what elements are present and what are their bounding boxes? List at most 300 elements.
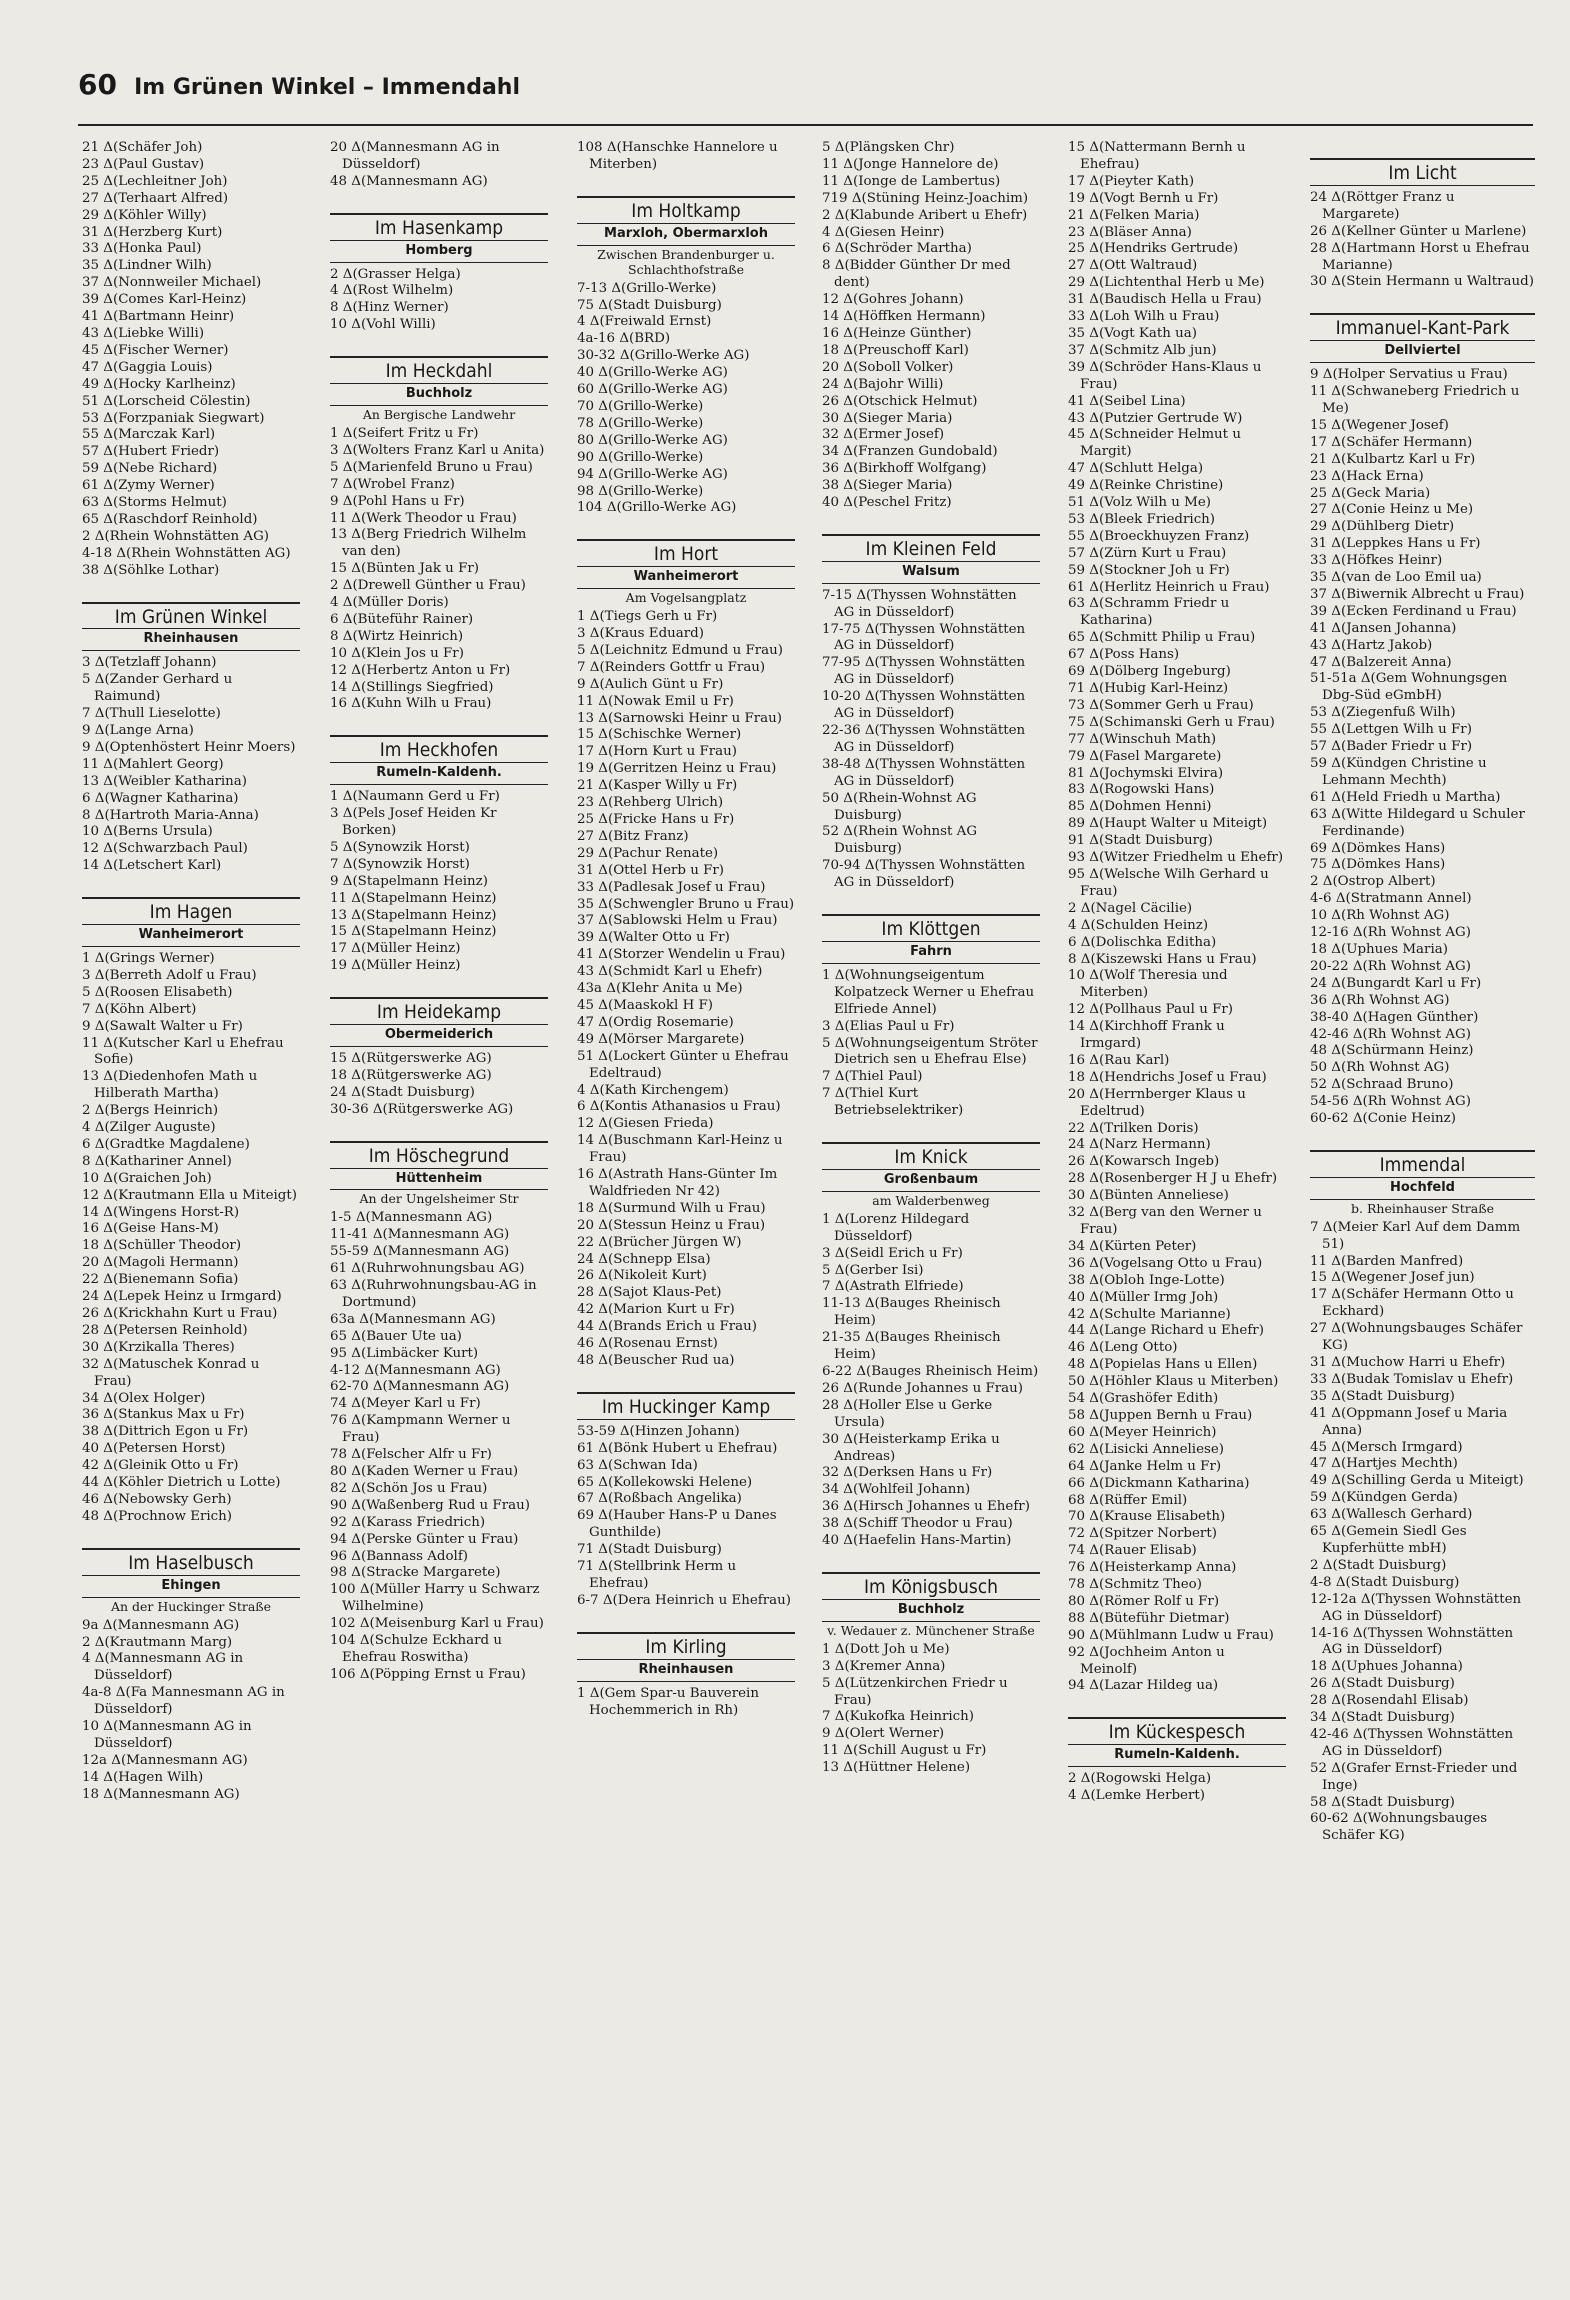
address-entry: 4-12 Δ(Mannesmann AG) <box>330 1362 501 1378</box>
address-entry: 75 Δ(Stadt Duisburg) <box>577 297 722 313</box>
address-entry: 59 Δ(Kündgen Christine u Lehmann Mechth) <box>1310 756 1487 788</box>
district-label: Hüttenheim <box>330 1169 548 1191</box>
address-entry: 14 Δ(Hagen Wilh) <box>82 1769 204 1785</box>
address-entry: 58 Δ(Juppen Bernh u Frau) <box>1068 1407 1253 1423</box>
address-entry: 49 Δ(Mörser Margarete) <box>577 1031 745 1047</box>
street-section <box>577 1392 795 1420</box>
address-entry: 14 Δ(Kirchhoff Frank u Irmgard) <box>1068 1019 1225 1052</box>
address-entry: 28 Δ(Rosenberger H J u Ehefr) <box>1068 1171 1278 1187</box>
address-entry: 6 Δ(Gradtke Magdalene) <box>82 1136 250 1152</box>
street-note: v. Wedauer z. Münchener Straße <box>827 1622 1035 1638</box>
address-entry: 32 Δ(Berg van den Werner u Frau) <box>1068 1205 1262 1237</box>
address-entry: 3 Δ(Wolters Franz Karl u Anita) <box>330 442 545 458</box>
address-entry: 9a Δ(Mannesmann AG) <box>82 1617 240 1633</box>
address-entry: 29 Δ(Köhler Willy) <box>82 207 207 223</box>
address-entry: 36 Δ(Birkhoff Wolfgang) <box>822 461 987 477</box>
address-entry: 45 Δ(Mersch Irmgard) <box>1310 1439 1463 1455</box>
address-entry: 13 Δ(Diedenhofen Math u Hilberath Martha) <box>82 1069 258 1102</box>
address-entry: 9 Δ(Lange Arna) <box>82 723 194 738</box>
address-entry: 12-12a Δ(Thyssen Wohnstätten AG in Düsseldorf) <box>1310 1591 1522 1624</box>
address-entry: 49 Δ(Schilling Gerda u Miteigt) <box>1310 1473 1524 1489</box>
address-entry: 108 Δ(Hanschke Hannelore u Miterben) <box>577 140 778 172</box>
address-entry: 34 Δ(Kürten Peter) <box>1068 1238 1197 1254</box>
address-entry: 16 Δ(Kuhn Wilh u Frau) <box>330 696 492 712</box>
address-entry: 42 Δ(Gleinik Otto u Fr) <box>82 1458 239 1474</box>
address-entry: 7-13 Δ(Grillo-Werke) <box>577 280 717 296</box>
address-entry: 41 Δ(Storzer Wendelin u Frau) <box>577 947 786 963</box>
address-entry: 20 Δ(Mannesmann AG in Düsseldorf) <box>330 140 500 172</box>
address-entry: 21 Δ(Kulbartz Karl u Fr) <box>1310 451 1476 467</box>
address-entry: 2 Δ(Grasser Helga) <box>330 266 461 282</box>
district-label: Rheinhausen <box>82 629 300 651</box>
address-entry: 18 Δ(Hendrichs Josef u Frau) <box>1068 1069 1267 1085</box>
address-entry: 12 Δ(Pollhaus Paul u Fr) <box>1068 1002 1233 1018</box>
address-entry: 17 Δ(Müller Heinz) <box>330 941 461 957</box>
street-heading: Im Grünen Winkel <box>82 602 300 630</box>
street-section <box>1310 1150 1535 1216</box>
address-entry: 2 Δ(Klabunde Aribert u Ehefr) <box>822 207 1028 223</box>
address-entry: 18 Δ(Rütgerswerke AG) <box>330 1067 492 1083</box>
address-entry: 7 Δ(Kukofka Heinrich) <box>822 1709 975 1725</box>
address-entry: 20 Δ(Soboll Volker) <box>822 359 954 375</box>
address-entry: 5 Δ(Zander Gerhard u Raimund) <box>82 672 233 705</box>
address-entry: 2 Δ(Bergs Heinrich) <box>82 1103 219 1119</box>
address-entry: 26 Δ(Nikoleit Kurt) <box>577 1268 707 1284</box>
address-entry: 28 Δ(Petersen Reinhold) <box>82 1322 248 1338</box>
address-entry: 52 Δ(Grafer Ernst-Frieder und Inge) <box>1310 1760 1518 1793</box>
address-entry: 6-7 Δ(Dera Heinrich u Ehefrau) <box>577 1592 791 1608</box>
address-entry: 72 Δ(Spitzer Norbert) <box>1068 1526 1217 1542</box>
address-entry: 63 Δ(Witte Hildegard u Schuler Ferdinande) <box>1310 806 1525 839</box>
address-entry: 63 Δ(Wallesch Gerhard) <box>1310 1507 1473 1523</box>
address-entry: 45 Δ(Schneider Helmut u Margit) <box>1068 427 1241 460</box>
address-entry: 49 Δ(Hocky Karlheinz) <box>82 376 236 392</box>
address-entry: 9 Δ(Olert Werner) <box>822 1726 945 1742</box>
address-entry: 48 Δ(Schürmann Heinz) <box>1310 1043 1474 1059</box>
address-entry: 8 Δ(Kiszewski Hans u Frau) <box>1068 951 1257 967</box>
street-heading: Im Hort <box>577 539 795 567</box>
address-entry: 55-59 Δ(Mannesmann AG) <box>330 1244 510 1260</box>
address-entry: 95 Δ(Limbäcker Kurt) <box>330 1345 479 1361</box>
address-entry: 15 Δ(Wegener Josef) <box>1310 417 1449 433</box>
district-label: Rumeln-Kaldenh. <box>330 763 548 785</box>
address-entry: 37 Δ(Nonnweiler Michael) <box>82 275 262 291</box>
address-entry: 38-40 Δ(Hagen Günther) <box>1310 1009 1479 1025</box>
address-entry: 1 Δ(Naumann Gerd u Fr) <box>330 789 500 805</box>
address-entry: 14 Δ(Letschert Karl) <box>82 858 222 874</box>
street-heading: Im Kleinen Feld <box>822 534 1040 562</box>
directory-column-6 <box>1310 140 1535 1845</box>
address-entry: 11 Δ(Nowak Emil u Fr) <box>577 693 734 709</box>
address-entry: 16 Δ(Astrath Hans-Günter Im Waldfrieden Nr 42) <box>577 1167 778 1199</box>
address-entry: 20-22 Δ(Rh Wohnst AG) <box>1310 958 1471 974</box>
address-entry: 40 Δ(Petersen Horst) <box>82 1441 226 1457</box>
address-entry: 82 Δ(Schön Jos u Frau) <box>330 1480 488 1496</box>
address-entry: 98 Δ(Stracke Margarete) <box>330 1565 501 1581</box>
address-entry: 60 Δ(Meyer Heinrich) <box>1068 1424 1217 1440</box>
address-entry: 69 Δ(Hauber Hans-P u Danes Gunthilde) <box>577 1508 777 1541</box>
address-entry: 35 Δ(Vogt Kath ua) <box>1068 325 1197 341</box>
address-entry: 29 Δ(Dühlberg Dietr) <box>1310 519 1455 535</box>
address-entry: 38 Δ(Dittrich Egon u Fr) <box>82 1424 249 1440</box>
address-entry: 23 Δ(Paul Gustav) <box>82 156 205 172</box>
address-entry: 7 Δ(Synowzik Horst) <box>330 856 470 872</box>
address-entry: 63 Δ(Schwan Ida) <box>577 1457 698 1473</box>
address-entry: 26 Δ(Otschick Helmut) <box>822 393 978 409</box>
address-entry: 40 Δ(Haefelin Hans-Martin) <box>822 1533 1012 1549</box>
address-entry: 94 Δ(Perske Günter u Frau) <box>330 1531 519 1547</box>
street-note: b. Rheinhauser Straße <box>1351 1200 1494 1216</box>
address-entry: 68 Δ(Rüffer Emil) <box>1068 1492 1188 1508</box>
address-entry: 11 Δ(Stapelmann Heinz) <box>330 890 497 906</box>
address-entry: 3 Δ(Seidl Erich u Fr) <box>822 1245 963 1261</box>
address-entry: 6-22 Δ(Bauges Rheinisch Heim) <box>822 1364 1039 1379</box>
district-label: Wanheimerort <box>82 925 300 947</box>
directory-column-2 <box>330 140 548 1684</box>
address-entry: 34 Δ(Stadt Duisburg) <box>1310 1710 1455 1726</box>
address-entry: 33 Δ(Honka Paul) <box>82 241 202 257</box>
address-entry: 9 Δ(Stapelmann Heinz) <box>330 873 488 889</box>
address-entry: 80 Δ(Kaden Werner u Frau) <box>330 1464 519 1479</box>
directory-column-4 <box>822 140 1040 1777</box>
street-section <box>82 897 300 947</box>
address-entry: 5 Δ(Marienfeld Bruno u Frau) <box>330 459 533 475</box>
directory-column-1 <box>82 140 300 1804</box>
address-entry: 5 Δ(Lützenkirchen Friedr u Frau) <box>822 1675 1008 1708</box>
street-heading: Im Holtkamp <box>577 196 795 224</box>
address-entry: 95 Δ(Welsche Wilh Gerhard u Frau) <box>1068 866 1269 899</box>
street-section <box>577 539 795 605</box>
address-entry: 55 Δ(Broeckhuyzen Franz) <box>1068 528 1250 544</box>
address-entry: 65 Δ(Raschdorf Reinhold) <box>82 511 258 527</box>
address-entry: 12 Δ(Giesen Frieda) <box>577 1116 714 1132</box>
address-entry: 67 Δ(Roßbach Angelika) <box>577 1491 742 1507</box>
address-entry: 51 Δ(Lorscheid Cölestin) <box>82 393 251 409</box>
address-entry: 10-20 Δ(Thyssen Wohnstätten AG in Düsseldorf) <box>822 689 1026 722</box>
address-entry: 18 Δ(Mannesmann AG) <box>82 1786 240 1802</box>
address-entry: 24 Δ(Schnepp Elsa) <box>577 1251 711 1267</box>
address-entry: 57 Δ(Zürn Kurt u Frau) <box>1068 545 1227 561</box>
address-entry: 15 Δ(Schischke Werner) <box>577 727 742 743</box>
address-entry: 63a Δ(Mannesmann AG) <box>330 1311 496 1327</box>
address-entry: 20 Δ(Stessun Heinz u Frau) <box>577 1217 766 1233</box>
address-entry: 2 Δ(Stadt Duisburg) <box>1310 1557 1447 1573</box>
address-entry: 88 Δ(Büteführ Dietmar) <box>1068 1610 1230 1626</box>
address-entry: 43 Δ(Hartz Jakob) <box>1310 637 1433 653</box>
address-entry: 92 Δ(Jochheim Anton u Meinolf) <box>1068 1644 1225 1677</box>
address-entry: 76 Δ(Kampmann Werner u Frau) <box>330 1413 511 1446</box>
district-label: Rheinhausen <box>577 1660 795 1682</box>
address-entry: 47 Δ(Schlutt Helga) <box>1068 461 1204 477</box>
address-entry: 24 Δ(Narz Hermann) <box>1068 1137 1211 1153</box>
address-entry: 11-13 Δ(Bauges Rheinisch Heim) <box>822 1296 1001 1329</box>
address-entry: 46 Δ(Leng Otto) <box>1068 1340 1178 1356</box>
address-entry: 3 Δ(Kremer Anna) <box>822 1658 946 1674</box>
address-entry: 9 Δ(Holper Servatius u Frau) <box>1310 367 1508 383</box>
district-label: Walsum <box>822 562 1040 584</box>
address-entry: 44 Δ(Brands Erich u Frau) <box>577 1319 757 1335</box>
street-heading: Im Heckhofen <box>330 735 548 763</box>
page-number: 60 <box>78 68 117 101</box>
directory-column-5 <box>1068 140 1286 1805</box>
address-entry: 25 Δ(Lechleitner Joh) <box>82 173 228 189</box>
street-section <box>330 735 548 785</box>
address-entry: 19 Δ(Gerritzen Heinz u Frau) <box>577 761 777 777</box>
address-entry: 10 Δ(Graichen Joh) <box>82 1170 212 1186</box>
address-entry: 37 Δ(Sablowski Helm u Frau) <box>577 913 778 929</box>
address-entry: 36 Δ(Rh Wohnst AG) <box>1310 992 1450 1008</box>
address-entry: 71 Δ(Stadt Duisburg) <box>577 1542 722 1558</box>
address-entry: 3 Δ(Tetzlaff Johann) <box>82 655 217 671</box>
address-entry: 17-75 Δ(Thyssen Wohnstätten AG in Düsseldorf) <box>822 621 1026 654</box>
street-section <box>330 1141 548 1207</box>
address-entry: 53-59 Δ(Hinzen Johann) <box>577 1423 740 1439</box>
address-entry: 29 Δ(Lichtenthal Herb u Me) <box>1068 275 1265 291</box>
address-entry: 61 Δ(Herlitz Heinrich u Frau) <box>1068 579 1270 595</box>
address-entry: 58 Δ(Stadt Duisburg) <box>1310 1794 1455 1810</box>
street-heading: Im Hasenkamp <box>330 213 548 241</box>
address-entry: 36 Δ(Stankus Max u Fr) <box>82 1407 245 1423</box>
address-entry: 4-18 Δ(Rhein Wohnstätten AG) <box>82 545 291 561</box>
address-entry: 65 Δ(Gemein Siedl Ges Kupferhütte mbH) <box>1310 1524 1467 1556</box>
address-entry: 66 Δ(Dickmann Katharina) <box>1068 1475 1250 1491</box>
address-entry: 7 Δ(Thiel Paul) <box>822 1069 923 1085</box>
address-entry: 48 Δ(Popielas Hans u Ellen) <box>1068 1357 1258 1373</box>
address-entry: 11 Δ(Kutscher Karl u Ehefrau Sofie) <box>82 1035 284 1068</box>
address-entry: 24 Δ(Röttger Franz u Margarete) <box>1310 189 1455 222</box>
address-entry: 63 Δ(Schramm Friedr u Katharina) <box>1068 596 1230 629</box>
street-heading: Im Knick <box>822 1142 1040 1170</box>
street-section <box>577 196 795 277</box>
address-entry: 32 Δ(Ermer Josef) <box>822 427 945 443</box>
address-entry: 1 Δ(Dott Joh u Me) <box>822 1641 950 1657</box>
address-entry: 48 Δ(Mannesmann AG) <box>330 173 488 189</box>
street-heading: Immanuel-Kant-Park <box>1310 313 1535 341</box>
address-entry: 28 Δ(Holler Else u Gerke Ursula) <box>822 1397 993 1430</box>
address-entry: 25 Δ(Fricke Hans u Fr) <box>577 812 735 827</box>
address-entry: 10 Δ(Berns Ursula) <box>82 824 213 840</box>
address-entry: 57 Δ(Hubert Friedr) <box>82 444 220 460</box>
address-entry: 21 Δ(Kasper Willy u Fr) <box>577 778 738 794</box>
address-entry: 1 Δ(Gem Spar-u Bauverein Hochemmerich in Rh) <box>577 1685 759 1718</box>
address-entry: 20 Δ(Herrnberger Klaus u Edeltrud) <box>1068 1086 1246 1119</box>
address-entry: 15 Δ(Bünten Jak u Fr) <box>330 561 479 577</box>
address-entry: 94 Δ(Grillo-Werke AG) <box>577 466 728 482</box>
address-entry: 43 Δ(Schmidt Karl u Ehefr) <box>577 964 763 980</box>
address-entry: 42-46 Δ(Rh Wohnst AG) <box>1310 1026 1471 1042</box>
address-entry: 63 Δ(Storms Helmut) <box>82 495 227 511</box>
address-entry: 26 Δ(Krickhahn Kurt u Frau) <box>82 1306 278 1321</box>
district-label: Fahrn <box>822 942 1040 964</box>
address-entry: 13 Δ(Berg Friedrich Wilhelm van den) <box>330 527 527 560</box>
street-note: Zwischen Brandenburger u. Schlachthofstraße <box>597 246 775 277</box>
street-note: An der Ungelsheimer Str <box>359 1191 519 1207</box>
address-entry: 34 Δ(Olex Holger) <box>82 1390 206 1406</box>
address-entry: 12-16 Δ(Rh Wohnst AG) <box>1310 925 1471 941</box>
address-entry: 38 Δ(Obloh Inge-Lotte) <box>1068 1272 1225 1288</box>
address-entry: 89 Δ(Haupt Walter u Miteigt) <box>1068 816 1268 832</box>
address-entry: 26 Δ(Runde Johannes u Frau) <box>822 1380 1024 1396</box>
address-entry: 61 Δ(Ruhrwohnungsbau AG) <box>330 1261 525 1277</box>
address-entry: 17 Δ(Schäfer Hermann Otto u Eckhard) <box>1310 1287 1514 1320</box>
address-entry: 1 Δ(Lorenz Hildegard Düsseldorf) <box>822 1211 970 1244</box>
address-entry: 75 Δ(Dömkes Hans) <box>1310 857 1446 873</box>
address-entry: 104 Δ(Grillo-Werke AG) <box>577 500 737 516</box>
street-section <box>330 356 548 422</box>
address-entry: 79 Δ(Fasel Margarete) <box>1068 748 1222 764</box>
district-label: Dellviertel <box>1310 341 1535 363</box>
address-entry: 65 Δ(Bauer Ute ua) <box>330 1328 462 1344</box>
address-entry: 8 Δ(Kathariner Annel) <box>82 1153 232 1169</box>
address-entry: 92 Δ(Karass Friedrich) <box>330 1514 486 1530</box>
address-entry: 47 Δ(Hartjes Mechth) <box>1310 1456 1458 1472</box>
address-entry: 25 Δ(Geck Maria) <box>1310 485 1431 501</box>
address-entry: 52 Δ(Rhein Wohnst AG Duisburg) <box>822 824 978 857</box>
address-entry: 90 Δ(Grillo-Werke) <box>577 449 704 465</box>
street-section <box>1310 158 1535 186</box>
address-entry: 31 Δ(Ottel Herb u Fr) <box>577 862 725 878</box>
address-entry: 4 Δ(Giesen Heinr) <box>822 224 945 240</box>
address-entry: 52 Δ(Schraad Bruno) <box>1310 1077 1454 1093</box>
address-entry: 6 Δ(Kontis Athanasios u Frau) <box>577 1099 781 1115</box>
address-entry: 37 Δ(Schmitz Alb jun) <box>1068 342 1217 358</box>
address-entry: 7 Δ(Wrobel Franz) <box>330 476 455 492</box>
address-entry: 23 Δ(Hack Erna) <box>1310 468 1424 484</box>
address-entry: 50 Δ(Rhein-Wohnst AG Duisburg) <box>822 790 977 823</box>
address-entry: 35 Δ(van de Loo Emil ua) <box>1310 570 1482 586</box>
address-entry: 9 Δ(Pohl Hans u Fr) <box>330 493 465 509</box>
address-entry: 47 Δ(Balzereit Anna) <box>1310 654 1452 670</box>
address-entry: 4 Δ(Kath Kirchengem) <box>577 1082 729 1098</box>
address-entry: 2 Δ(Nagel Cäcilie) <box>1068 900 1193 916</box>
district-label: Großenbaum <box>822 1170 1040 1192</box>
district-label: Homberg <box>330 241 548 263</box>
address-entry: 11 Δ(Werk Theodor u Frau) <box>330 510 517 526</box>
address-entry: 8 Δ(Hartroth Maria-Anna) <box>82 807 259 823</box>
address-entry: 55 Δ(Lettgen Wilh u Fr) <box>1310 722 1472 738</box>
address-entry: 80 Δ(Grillo-Werke AG) <box>577 432 728 448</box>
address-entry: 8 Δ(Hinz Werner) <box>330 300 449 316</box>
address-entry: 6 Δ(Wagner Katharina) <box>82 790 239 806</box>
address-entry: 10 Δ(Rh Wohnst AG) <box>1310 908 1450 924</box>
street-section <box>1310 313 1535 363</box>
address-entry: 27 Δ(Conie Heinz u Me) <box>1310 502 1474 518</box>
address-entry: 17 Δ(Schäfer Hermann) <box>1310 434 1473 450</box>
address-entry: 2 Δ(Krautmann Marg) <box>82 1634 233 1650</box>
street-section <box>330 213 548 263</box>
address-entry: 13 Δ(Sarnowski Heinr u Frau) <box>577 710 782 726</box>
address-entry: 71 Δ(Stellbrink Herm u Ehefrau) <box>577 1559 737 1591</box>
address-entry: 75 Δ(Schimanski Gerh u Frau) <box>1068 714 1275 730</box>
address-entry: 22 Δ(Bienemann Sofia) <box>82 1272 239 1288</box>
address-entry: 15 Δ(Wegener Josef jun) <box>1310 1270 1475 1286</box>
street-heading: Im Hagen <box>82 897 300 925</box>
address-entry: 48 Δ(Prochnow Erich) <box>82 1508 232 1524</box>
address-entry: 18 Δ(Preuschoff Karl) <box>822 342 969 358</box>
address-entry: 2 Δ(Rhein Wohnstätten AG) <box>82 528 270 544</box>
address-entry: 35 Δ(Stadt Duisburg) <box>1310 1388 1455 1404</box>
street-heading: Im Königsbusch <box>822 1572 1040 1600</box>
address-entry: 81 Δ(Jochymski Elvira) <box>1068 765 1224 781</box>
address-entry: 28 Δ(Sajot Klaus-Pet) <box>577 1285 722 1301</box>
address-entry: 16 Δ(Geise Hans-M) <box>82 1221 219 1237</box>
street-section <box>82 602 300 652</box>
address-entry: 11-41 Δ(Mannesmann AG) <box>330 1227 510 1243</box>
address-entry: 7 Δ(Thull Lieselotte) <box>82 706 221 722</box>
address-entry: 59 Δ(Nebe Richard) <box>82 461 218 477</box>
street-section <box>577 1632 795 1682</box>
address-entry: 33 Δ(Padlesak Josef u Frau) <box>577 879 766 895</box>
street-heading: Im Kückespesch <box>1068 1717 1286 1745</box>
address-entry: 50 Δ(Höhler Klaus u Miterben) <box>1068 1374 1279 1390</box>
page-header <box>78 68 1498 114</box>
address-entry: 33 Δ(Loh Wilh u Frau) <box>1068 309 1220 325</box>
street-heading: Im Kirling <box>577 1632 795 1660</box>
address-entry: 1-5 Δ(Mannesmann AG) <box>330 1210 493 1226</box>
address-entry: 60 Δ(Grillo-Werke AG) <box>577 382 728 398</box>
address-entry: 15 Δ(Nattermann Bernh u Ehefrau) <box>1068 140 1246 172</box>
address-entry: 24 Δ(Bajohr Willi) <box>822 376 944 392</box>
address-entry: 12 Δ(Schwarzbach Paul) <box>82 841 248 857</box>
street-section <box>822 534 1040 584</box>
address-entry: 4 Δ(Zilger Auguste) <box>82 1120 216 1136</box>
address-entry: 31 Δ(Leppkes Hans u Fr) <box>1310 536 1481 552</box>
address-entry: 10 Δ(Wolf Theresia und Miterben) <box>1068 968 1228 1001</box>
address-entry: 65 Δ(Schmitt Philip u Frau) <box>1068 630 1256 646</box>
address-entry: 83 Δ(Rogowski Hans) <box>1068 782 1215 798</box>
address-entry: 94 Δ(Lazar Hildeg ua) <box>1068 1678 1219 1694</box>
address-entry: 9 Δ(Optenhöstert Heinr Moers) <box>82 739 296 755</box>
address-entry: 30-36 Δ(Rütgerswerke AG) <box>330 1101 514 1117</box>
address-entry: 63 Δ(Ruhrwohnungsbau-AG in Dortmund) <box>330 1278 537 1310</box>
address-entry: 24 Δ(Bungardt Karl u Fr) <box>1310 975 1482 991</box>
address-entry: 41 Δ(Bartmann Heinr) <box>82 309 235 325</box>
address-entry: 25 Δ(Hendriks Gertrude) <box>1068 241 1239 257</box>
address-entry: 27 Δ(Ott Waltraud) <box>1068 258 1198 274</box>
address-entry: 38-48 Δ(Thyssen Wohnstätten AG in Düsseldorf) <box>822 756 1026 789</box>
address-entry: 7 Δ(Astrath Elfriede) <box>822 1279 964 1295</box>
district-label: Buchholz <box>822 1600 1040 1622</box>
address-entry: 1 Δ(Tiegs Gerh u Fr) <box>577 609 718 625</box>
address-entry: 46 Δ(Rosenau Ernst) <box>577 1336 718 1352</box>
address-entry: 27 Δ(Wohnungsbauges Schäfer KG) <box>1310 1321 1523 1354</box>
address-entry: 77 Δ(Winschuh Math) <box>1068 731 1217 747</box>
address-entry: 6 Δ(Dolischka Editha) <box>1068 934 1217 950</box>
address-entry: 2 Δ(Drewell Günther u Frau) <box>330 578 526 594</box>
address-entry: 39 Δ(Comes Karl-Heinz) <box>82 292 247 308</box>
street-heading: Im Licht <box>1310 158 1535 186</box>
address-entry: 54 Δ(Grashöfer Edith) <box>1068 1391 1219 1407</box>
address-entry: 53 Δ(Forzpaniak Siegwart) <box>82 410 265 426</box>
address-entry: 67 Δ(Poss Hans) <box>1068 647 1180 663</box>
address-entry: 93 Δ(Witzer Friedhelm u Ehefr) <box>1068 850 1284 866</box>
address-entry: 91 Δ(Stadt Duisburg) <box>1068 833 1213 849</box>
address-entry: 49 Δ(Reinke Christine) <box>1068 478 1224 494</box>
address-entry: 4 Δ(Freiwald Ernst) <box>577 314 712 330</box>
address-entry: 16 Δ(Heinze Günther) <box>822 325 972 341</box>
address-entry: 32 Δ(Derksen Hans u Fr) <box>822 1465 993 1481</box>
street-note: An der Huckinger Straße <box>110 1598 272 1614</box>
address-entry: 21 Δ(Schäfer Joh) <box>82 140 203 155</box>
address-entry: 77-95 Δ(Thyssen Wohnstätten AG in Düsseldorf) <box>822 655 1026 688</box>
address-entry: 64 Δ(Janke Helm u Fr) <box>1068 1458 1222 1474</box>
address-entry: 12a Δ(Mannesmann AG) <box>82 1752 248 1768</box>
address-entry: 5 Δ(Roosen Elisabeth) <box>82 984 233 1000</box>
address-entry: 42-46 Δ(Thyssen Wohnstätten AG in Düsseldorf) <box>1310 1726 1514 1759</box>
address-entry: 33 Δ(Budak Tomislav u Ehefr) <box>1310 1371 1514 1387</box>
address-entry: 78 Δ(Grillo-Werke) <box>577 415 704 431</box>
address-entry: 4 Δ(Mannesmann AG in Düsseldorf) <box>82 1651 244 1684</box>
